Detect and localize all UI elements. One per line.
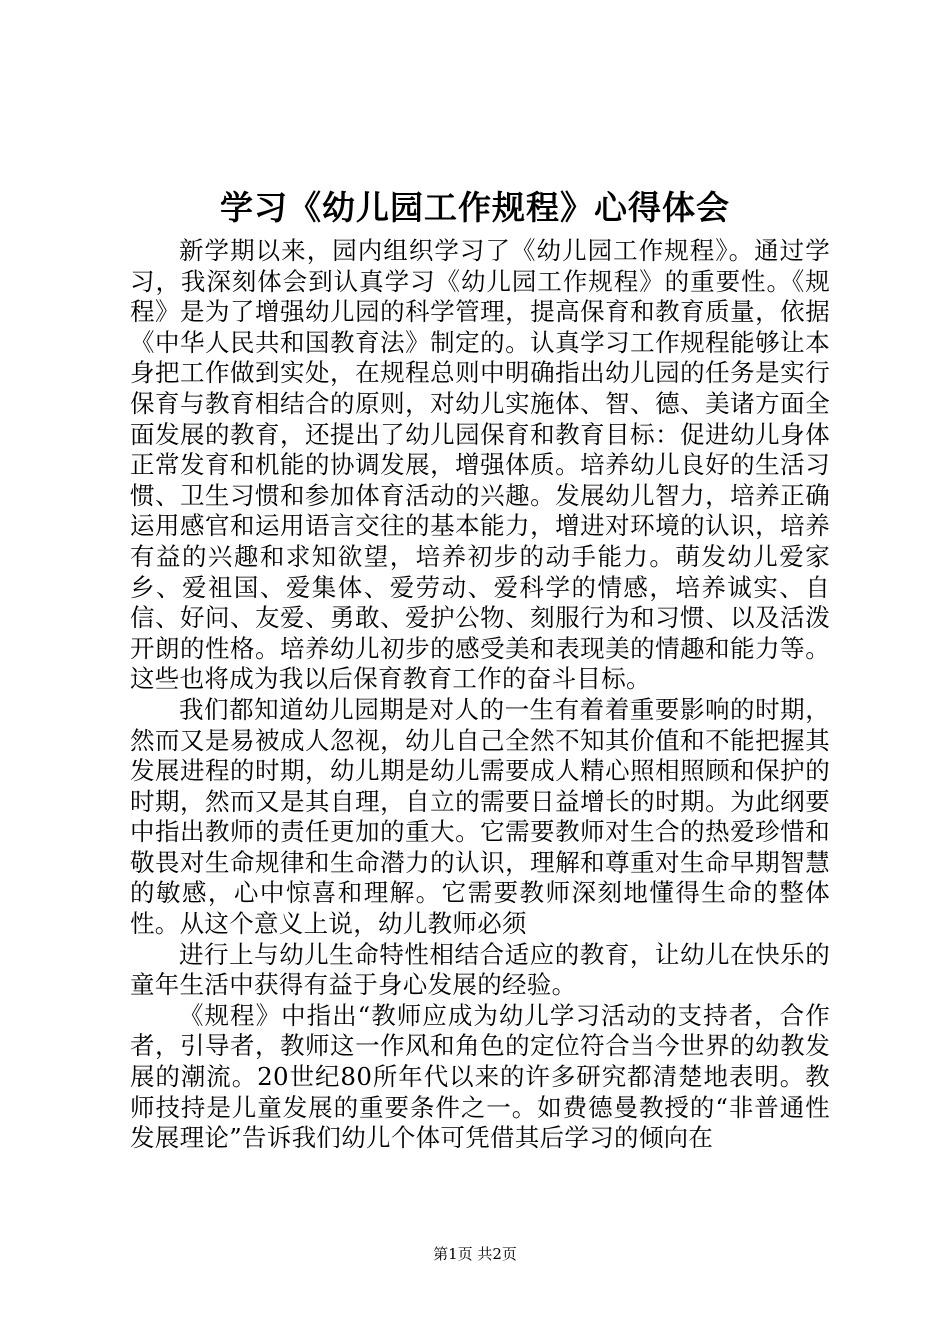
document-title: 学习《幼儿园工作规程》心得体会 — [220, 188, 730, 227]
document-body — [130, 236, 830, 1154]
paragraph-1: 新学期以来，园内组织学习了《幼儿园工作规程》。通过学习，我深刻体会到认真学习《幼儿园工作规程》的重要性。《规程》是为了增强幼儿园的科学管理，提高保育和教育质量，依据《中华人民共和国教育法》制定的。认真学习工作规程能够让本身把工作做到实处，在规程总则中明确指出幼儿园的任务是实行保育与教育相结合的原则，对幼儿实施体、智、德、美诸方面全面发展的教育，还提出了幼儿园保育和教育目标：促进幼儿身体正常发育和机能的协调发展，增强体质。培养幼儿良好的生活习惯、卫生习惯和参加体育活动的兴趣。发展幼儿智力，培养正确运用感官和运用语言交往的基本能力，增进对环境的认识，培养有益的兴趣和求知欲望，培养初步的动手能力。萌发幼儿爱家乡、爱祖国、爱集体、爱劳动、爱科学的情感，培养诚实、自信、好问、友爱、勇敢、爱护公物、刻服行为和习惯、以及活泼开朗的性格。培养幼儿初步的感受美和表现美的情趣和能力等。这些也将成为我以后保育教育工作的奋斗目标。 — [130, 236, 830, 694]
paragraph-2: 我们都知道幼儿园期是对人的一生有着着重要影响的时期，然而又是易被成人忽视，幼儿自己全然不知其价值和不能把握其发展进程的时期，幼儿期是幼儿需要成人精心照相照顾和保护的时期，然而又是其自理，自立的需要日益增长的时期。为此纲要中指出教师的责任更加的重大。它需要教师对生合的热爱珍惜和敬畏对生命规律和生命潜力的认识，理解和尊重对生命早期智慧的敏感，心中惊喜和理解。它需要教师深刻地懂得生命的整体性。从这个意义上说，幼儿教师必须 — [130, 694, 830, 939]
paragraph-3: 进行上与幼儿生命特性相结合适应的教育，让幼儿在快乐的童年生活中获得有益于身心发展的经验。 — [130, 939, 830, 1000]
page-footer: 第1页 共2页 — [433, 1245, 517, 1263]
paragraph-4: 《规程》中指出“教师应成为幼儿学习活动的支持者，合作者，引导者，教师这一作风和角色的定位符合当今世界的幼教发展的潮流。20世纪80所年代以来的许多研究都清楚地表明。教师技持是儿童发展的重要条件之一。如费德曼教授的“非普通性发展理论”告诉我们幼儿个体可凭借其后学习的倾向在 — [130, 1000, 830, 1153]
